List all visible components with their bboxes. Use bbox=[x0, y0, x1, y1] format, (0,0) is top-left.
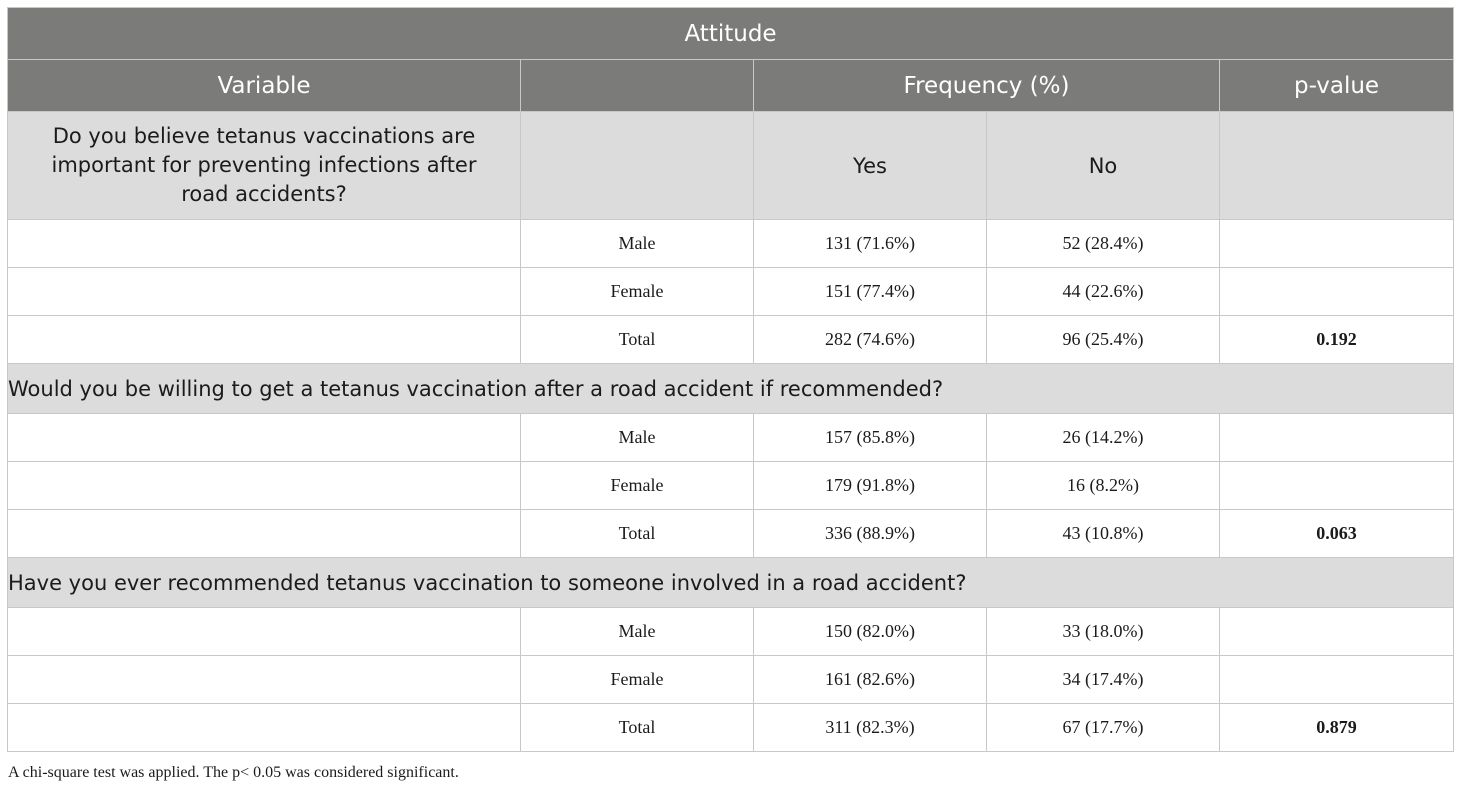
yes-cell: 157 (85.8%) bbox=[754, 414, 987, 462]
variable-cell bbox=[8, 316, 521, 364]
no-cell: 26 (14.2%) bbox=[987, 414, 1220, 462]
question-text: Have you ever recommended tetanus vaccination to someone involved in a road accident? bbox=[8, 558, 1454, 608]
header-pvalue: p-value bbox=[1220, 60, 1454, 112]
group-cell: Total bbox=[521, 316, 754, 364]
group-cell: Male bbox=[521, 220, 754, 268]
group-cell: Total bbox=[521, 704, 754, 752]
table-row bbox=[8, 608, 1454, 656]
variable-cell bbox=[8, 462, 521, 510]
yes-cell: 311 (82.3%) bbox=[754, 704, 987, 752]
no-cell: 44 (22.6%) bbox=[987, 268, 1220, 316]
no-cell: 34 (17.4%) bbox=[987, 656, 1220, 704]
question-text: Do you believe tetanus vaccinations are important for preventing infections after road accidents? bbox=[8, 112, 521, 220]
group-cell: Female bbox=[521, 268, 754, 316]
table-row bbox=[8, 316, 1454, 364]
pvalue-cell bbox=[1220, 656, 1454, 704]
subheader-yes: Yes bbox=[754, 112, 987, 220]
table-title-row bbox=[8, 8, 1454, 60]
group-cell: Female bbox=[521, 462, 754, 510]
pvalue-cell bbox=[1220, 220, 1454, 268]
pvalue-cell: 0.879 bbox=[1220, 704, 1454, 752]
table-row bbox=[8, 510, 1454, 558]
yes-cell: 161 (82.6%) bbox=[754, 656, 987, 704]
yes-cell: 151 (77.4%) bbox=[754, 268, 987, 316]
table-row bbox=[8, 462, 1454, 510]
no-cell: 67 (17.7%) bbox=[987, 704, 1220, 752]
attitude-table bbox=[7, 7, 1454, 752]
yes-cell: 336 (88.9%) bbox=[754, 510, 987, 558]
variable-cell bbox=[8, 268, 521, 316]
pvalue-cell bbox=[1220, 462, 1454, 510]
question-text: Would you be willing to get a tetanus vaccination after a road accident if recommended? bbox=[8, 364, 1454, 414]
no-cell: 33 (18.0%) bbox=[987, 608, 1220, 656]
column-header-row bbox=[8, 60, 1454, 112]
table-title: Attitude bbox=[8, 8, 1454, 60]
question-row bbox=[8, 112, 1454, 220]
header-blank bbox=[521, 60, 754, 112]
pvalue-cell bbox=[1220, 608, 1454, 656]
table-footnote: A chi-square test was applied. The p< 0.05 was considered significant. bbox=[8, 764, 459, 781]
variable-cell bbox=[8, 510, 521, 558]
yes-cell: 150 (82.0%) bbox=[754, 608, 987, 656]
variable-cell bbox=[8, 704, 521, 752]
table-row bbox=[8, 220, 1454, 268]
pvalue-cell: 0.063 bbox=[1220, 510, 1454, 558]
header-variable: Variable bbox=[8, 60, 521, 112]
variable-cell bbox=[8, 608, 521, 656]
variable-cell bbox=[8, 414, 521, 462]
no-cell: 16 (8.2%) bbox=[987, 462, 1220, 510]
pvalue-cell bbox=[1220, 268, 1454, 316]
yes-cell: 282 (74.6%) bbox=[754, 316, 987, 364]
question-blank-cell bbox=[1220, 112, 1454, 220]
subheader-no: No bbox=[987, 112, 1220, 220]
header-frequency: Frequency (%) bbox=[754, 60, 1220, 112]
variable-cell bbox=[8, 220, 521, 268]
variable-cell bbox=[8, 656, 521, 704]
pvalue-cell bbox=[1220, 414, 1454, 462]
table-row bbox=[8, 656, 1454, 704]
group-cell: Total bbox=[521, 510, 754, 558]
no-cell: 43 (10.8%) bbox=[987, 510, 1220, 558]
table-row bbox=[8, 268, 1454, 316]
no-cell: 52 (28.4%) bbox=[987, 220, 1220, 268]
yes-cell: 179 (91.8%) bbox=[754, 462, 987, 510]
yes-cell: 131 (71.6%) bbox=[754, 220, 987, 268]
group-cell: Male bbox=[521, 414, 754, 462]
question-row bbox=[8, 364, 1454, 414]
pvalue-cell: 0.192 bbox=[1220, 316, 1454, 364]
table-row bbox=[8, 704, 1454, 752]
group-cell: Female bbox=[521, 656, 754, 704]
no-cell: 96 (25.4%) bbox=[987, 316, 1220, 364]
table-row bbox=[8, 414, 1454, 462]
question-blank-cell bbox=[521, 112, 754, 220]
group-cell: Male bbox=[521, 608, 754, 656]
question-row bbox=[8, 558, 1454, 608]
